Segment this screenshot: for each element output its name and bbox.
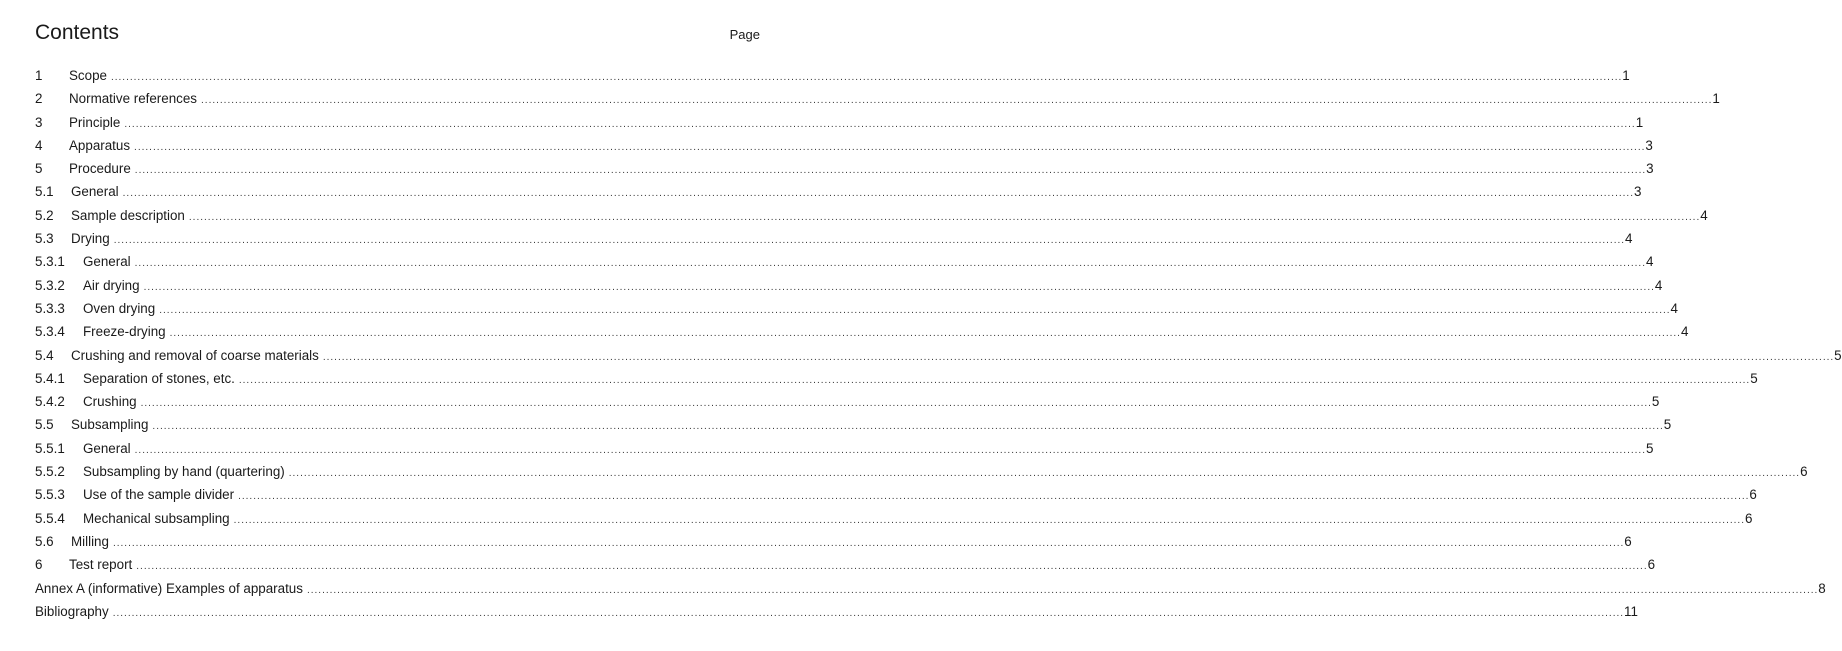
toc-entry-page: 4 (1670, 300, 1678, 316)
toc-entry-title[interactable]: Oven drying (83, 300, 156, 316)
toc-entry-title[interactable]: Subsampling (71, 417, 149, 433)
toc-entry-page: 5 (1834, 347, 1842, 363)
toc-entry-number: 5.4.2 (35, 394, 65, 410)
toc-entry-page: 4 (1680, 324, 1689, 340)
toc-entry-page: 4 (1625, 231, 1633, 247)
contents-title: Contents (35, 21, 120, 44)
toc-entry[interactable] (35, 394, 1660, 417)
toc-entry-number: 5.3.2 (35, 277, 65, 293)
toc-entry[interactable] (35, 231, 1633, 254)
toc-entry[interactable] (35, 510, 1753, 534)
toc-entry-title[interactable]: Milling (71, 533, 109, 549)
dot-leader: ................................................................................................................................................................................................................................................................................................................................................................................................................ (322, 351, 1835, 363)
toc-entry-page: 4 (1645, 254, 1654, 270)
toc-entry-page: 3 (1645, 137, 1653, 153)
toc-entry[interactable] (35, 487, 1757, 510)
toc-entry-title[interactable]: Mechanical subsampling (83, 510, 230, 526)
toc-entry-title[interactable]: Scope (69, 68, 107, 83)
toc-entry[interactable] (35, 580, 1826, 604)
toc-entry-title[interactable]: Separation of stones, etc. (83, 370, 235, 386)
toc-entry-page: 3 (1633, 184, 1642, 200)
toc-entry-number: 5.4.1 (35, 370, 65, 386)
dot-leader: ................................................................................................................................................................................................................................................................................................................................................................................................................ (136, 561, 1648, 573)
toc-entry-number: 5.3.3 (35, 300, 65, 316)
toc-entry-number: 5 (35, 161, 43, 177)
toc-entry-title[interactable]: Drying (71, 231, 110, 247)
toc-entry-title[interactable]: Normative references (69, 91, 198, 107)
toc-entry[interactable] (35, 254, 1654, 277)
toc-entry[interactable] (35, 417, 1672, 440)
toc-entry[interactable] (35, 277, 1663, 301)
dot-leader: ................................................................................................................................................................................................................................................................................................................................................................................................................ (134, 141, 1646, 153)
toc-entry-title[interactable]: General (71, 184, 119, 200)
toc-entry-page: 3 (1646, 161, 1654, 177)
toc-entry-page: 4 (1700, 207, 1708, 223)
dot-leader: ................................................................................................................................................................................................................................................................................................................................................................................................................ (110, 72, 1623, 83)
toc-entry-number: 4 (35, 137, 43, 153)
toc-entry-title[interactable]: Apparatus (69, 137, 131, 153)
toc-entry-number: 5.5.2 (35, 464, 65, 480)
toc-entry[interactable] (35, 440, 1654, 464)
dot-leader: ................................................................................................................................................................................................................................................................................................................................................................................................................ (201, 95, 1713, 107)
dot-leader: ................................................................................................................................................................................................................................................................................................................................................................................................................ (152, 421, 1664, 433)
dot-leader: ................................................................................................................................................................................................................................................................................................................................................................................................................ (288, 468, 1801, 480)
dot-leader: ................................................................................................................................................................................................................................................................................................................................................................................................................ (238, 374, 1751, 386)
toc-entry-title[interactable]: General (83, 254, 131, 270)
toc-entry[interactable] (35, 207, 1708, 231)
toc-entry-number: 5.5.3 (35, 487, 65, 503)
toc-entry-title[interactable]: Annex A (informative) Examples of apparatus (35, 580, 303, 596)
dot-leader: ................................................................................................................................................................................................................................................................................................................................................................................................................ (134, 165, 1647, 177)
toc-entry-number: 5.5.1 (35, 440, 65, 456)
toc-entry-page: 6 (1800, 464, 1808, 480)
dot-leader: ................................................................................................................................................................................................................................................................................................................................................................................................................ (113, 235, 1626, 247)
dot-leader: ................................................................................................................................................................................................................................................................................................................................................................................................................ (124, 118, 1636, 130)
toc-entry-title[interactable]: Subsampling by hand (quartering) (83, 464, 285, 480)
toc-entry-number: 5.5.4 (35, 510, 65, 526)
dot-leader: ................................................................................................................................................................................................................................................................................................................................................................................................................ (134, 258, 1646, 270)
toc-entry-title[interactable]: Use of the sample divider (83, 487, 235, 503)
toc-entry-title[interactable]: Crushing and removal of coarse materials (71, 347, 319, 363)
toc-entry-number: 5.1 (35, 184, 54, 200)
toc-entry-number: 5.3.4 (35, 324, 65, 340)
toc-entry-page: 6 (1624, 533, 1632, 549)
toc-entry[interactable] (35, 347, 1842, 371)
toc-entry-page: 5 (1645, 440, 1654, 456)
toc-entry[interactable] (35, 68, 1630, 91)
toc-entry-number: 2 (35, 91, 43, 107)
toc-entry-number: 3 (35, 114, 43, 130)
toc-entry[interactable] (35, 464, 1808, 487)
toc-entry-page: 5 (1663, 417, 1672, 433)
dot-leader: ................................................................................................................................................................................................................................................................................................................................................................................................................ (112, 607, 1625, 619)
toc-entry-page: 8 (1818, 580, 1826, 596)
dot-leader: ................................................................................................................................................................................................................................................................................................................................................................................................................ (188, 211, 1701, 223)
toc-entry[interactable] (35, 91, 1720, 114)
toc-entry-page: 6 (1647, 557, 1656, 573)
dot-leader: ................................................................................................................................................................................................................................................................................................................................................................................................................ (238, 491, 1750, 503)
dot-leader: ................................................................................................................................................................................................................................................................................................................................................................................................................ (112, 537, 1625, 549)
toc-entry[interactable] (35, 161, 1654, 184)
toc-entry-page: 5 (1651, 394, 1660, 410)
toc-entry-title[interactable]: Principle (69, 114, 121, 130)
toc-entry-number: 6 (35, 557, 43, 573)
table-of-contents (35, 68, 1842, 627)
dot-leader: ................................................................................................................................................................................................................................................................................................................................................................................................................ (159, 304, 1671, 316)
toc-entry[interactable] (35, 533, 1632, 557)
toc-entry-number: 5.3 (35, 231, 54, 247)
toc-entry-page: 6 (1749, 487, 1757, 503)
toc-entry[interactable] (35, 114, 1644, 138)
dot-leader: ................................................................................................................................................................................................................................................................................................................................................................................................................ (134, 444, 1646, 456)
toc-entry[interactable] (35, 370, 1758, 394)
toc-entry[interactable] (35, 137, 1653, 161)
toc-entry[interactable] (35, 603, 1638, 627)
toc-entry-title[interactable]: Test report (69, 557, 133, 573)
toc-entry-number: 5.3.1 (35, 254, 65, 270)
toc-entry-page: 11 (1624, 603, 1638, 619)
toc-entry[interactable] (35, 557, 1656, 580)
toc-entry-number: 5.6 (35, 533, 54, 549)
toc-entry-page: 1 (1622, 68, 1630, 83)
dot-leader: ................................................................................................................................................................................................................................................................................................................................................................................................................ (140, 398, 1652, 410)
toc-entry-title[interactable]: Procedure (69, 161, 131, 177)
dot-leader: ................................................................................................................................................................................................................................................................................................................................................................................................................ (233, 514, 1745, 526)
toc-entry[interactable] (35, 300, 1678, 324)
toc-entry-number: 5.5 (35, 417, 54, 433)
toc-entry-title[interactable]: Air drying (83, 277, 140, 293)
toc-entry[interactable] (35, 324, 1689, 347)
toc-entry-title[interactable]: Crushing (83, 394, 137, 410)
toc-entry-page: 4 (1654, 277, 1663, 293)
toc-entry-page: 1 (1712, 91, 1720, 107)
dot-leader: ................................................................................................................................................................................................................................................................................................................................................................................................................ (143, 281, 1655, 293)
toc-entry-number: 5.4 (35, 347, 54, 363)
toc-entry-title[interactable]: Sample description (71, 207, 185, 223)
toc-entry-number: 1 (35, 68, 43, 83)
toc-entry-page: 5 (1750, 370, 1758, 386)
page-column-header: Page (729, 27, 760, 42)
toc-entry[interactable] (35, 184, 1642, 207)
toc-entry-title[interactable]: General (83, 440, 131, 456)
dot-leader: ................................................................................................................................................................................................................................................................................................................................................................................................................ (169, 328, 1681, 340)
dot-leader: ................................................................................................................................................................................................................................................................................................................................................................................................................ (122, 188, 1634, 200)
toc-entry-page: 1 (1635, 114, 1644, 130)
toc-entry-number: 5.2 (35, 207, 54, 223)
toc-entry-page: 6 (1744, 510, 1753, 526)
toc-entry-title[interactable]: Freeze-drying (83, 324, 166, 340)
toc-entry-title[interactable]: Bibliography (35, 603, 109, 619)
dot-leader: ................................................................................................................................................................................................................................................................................................................................................................................................................ (306, 584, 1819, 596)
